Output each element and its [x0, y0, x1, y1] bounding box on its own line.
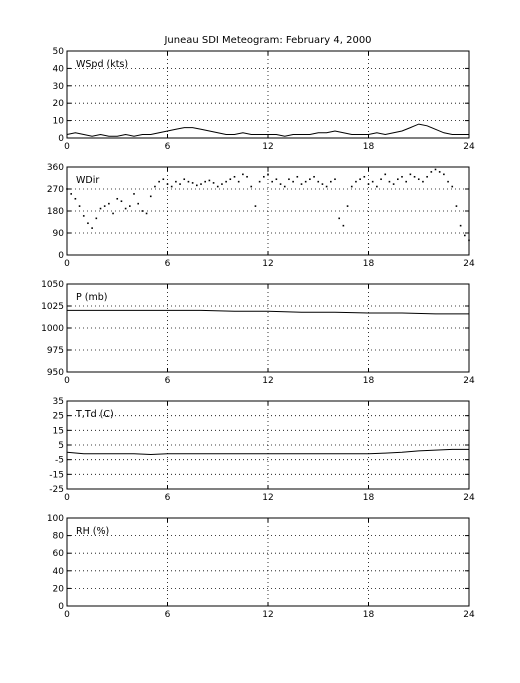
- data-point: [322, 183, 324, 185]
- y-tick-label: 40: [52, 64, 64, 75]
- data-point: [75, 198, 77, 200]
- x-tick-label: 24: [463, 376, 475, 386]
- y-tick-label: 10: [52, 116, 64, 127]
- y-tick-label: 100: [46, 514, 64, 524]
- y-tick-label: 1050: [41, 280, 64, 290]
- data-point: [410, 174, 412, 176]
- x-tick-label: 24: [463, 259, 475, 269]
- y-tick-label: 15: [52, 426, 64, 437]
- panel-label: T,Td (C): [76, 409, 114, 420]
- data-point: [192, 182, 194, 184]
- x-tick-label: 18: [362, 142, 375, 152]
- data-point: [397, 178, 399, 180]
- data-point: [389, 181, 391, 183]
- x-tick-label: 6: [164, 259, 171, 269]
- data-point: [121, 200, 123, 202]
- x-tick-label: 12: [262, 610, 274, 620]
- data-point: [70, 193, 72, 195]
- data-point: [221, 183, 223, 185]
- data-point: [242, 174, 244, 176]
- y-tick-label: 20: [52, 99, 64, 110]
- x-tick-label: 0: [64, 610, 70, 620]
- x-tick-label: 12: [262, 376, 274, 386]
- data-point: [405, 181, 407, 183]
- x-tick-label: 24: [463, 493, 475, 503]
- data-point: [246, 176, 248, 178]
- x-tick-label: 12: [262, 142, 274, 152]
- y-tick-label: -5: [55, 455, 64, 466]
- data-point: [414, 176, 416, 178]
- data-point: [468, 240, 470, 242]
- y-tick-label: -25: [49, 485, 64, 495]
- panel-label: RH (%): [76, 526, 110, 537]
- data-point: [456, 205, 458, 207]
- data-point: [439, 171, 441, 173]
- x-tick-label: 6: [164, 376, 171, 386]
- data-point: [171, 186, 173, 188]
- y-tick-label: 0: [58, 134, 64, 144]
- data-point: [96, 218, 98, 220]
- data-point: [154, 186, 156, 188]
- y-tick-label: 60: [52, 549, 64, 560]
- y-tick-label: -15: [49, 470, 64, 481]
- data-point: [163, 178, 165, 180]
- x-tick-label: 0: [64, 376, 70, 386]
- data-point: [401, 176, 403, 178]
- y-tick-label: 40: [52, 566, 64, 577]
- panel-3: [41, 280, 475, 386]
- y-tick-label: 0: [58, 602, 64, 612]
- x-tick-label: 0: [64, 142, 70, 152]
- data-point: [451, 186, 453, 188]
- data-point: [380, 178, 382, 180]
- y-tick-label: 270: [46, 185, 64, 195]
- series-line: [67, 449, 469, 454]
- data-point: [447, 181, 449, 183]
- data-point: [83, 215, 85, 217]
- data-point: [426, 176, 428, 178]
- x-tick-label: 12: [262, 259, 274, 269]
- data-point: [213, 182, 215, 184]
- data-point: [146, 213, 148, 215]
- y-tick-label: 35: [52, 397, 64, 407]
- data-point: [301, 183, 303, 185]
- data-point: [372, 181, 374, 183]
- data-point: [418, 178, 420, 180]
- data-point: [376, 186, 378, 188]
- panel-2: [47, 163, 475, 269]
- data-point: [250, 186, 252, 188]
- y-tick-label: 1000: [41, 324, 64, 334]
- panel-4: [49, 397, 475, 503]
- x-tick-label: 6: [164, 493, 171, 503]
- data-point: [87, 222, 89, 224]
- data-point: [313, 176, 315, 178]
- data-point: [393, 183, 395, 185]
- data-point: [284, 186, 286, 188]
- data-point: [158, 181, 160, 183]
- y-tick-label: 5: [58, 441, 64, 451]
- x-tick-label: 18: [362, 376, 375, 386]
- data-point: [364, 176, 366, 178]
- x-tick-label: 18: [362, 259, 375, 269]
- data-point: [91, 227, 93, 229]
- data-point: [355, 181, 357, 183]
- data-point: [343, 225, 345, 227]
- panel-1: [53, 47, 475, 152]
- data-point: [334, 178, 336, 180]
- data-point: [326, 186, 328, 188]
- data-point: [79, 205, 81, 207]
- data-point: [150, 196, 152, 198]
- x-tick-label: 12: [262, 493, 274, 503]
- data-point: [167, 183, 169, 185]
- data-point: [309, 178, 311, 180]
- data-point: [112, 213, 114, 215]
- data-point: [230, 178, 232, 180]
- data-point: [276, 178, 278, 180]
- x-tick-label: 24: [463, 142, 475, 152]
- y-tick-label: 975: [46, 346, 64, 356]
- data-point: [347, 205, 349, 207]
- data-point: [179, 183, 181, 185]
- data-point: [133, 193, 135, 195]
- data-point: [317, 181, 319, 183]
- panel-5: [47, 514, 475, 620]
- data-point: [384, 174, 386, 176]
- data-point: [129, 205, 131, 207]
- data-point: [125, 208, 127, 210]
- data-point: [183, 178, 185, 180]
- panel-label: WDir: [76, 175, 100, 186]
- x-tick-label: 6: [164, 142, 171, 152]
- data-point: [460, 225, 462, 227]
- y-tick-label: 90: [52, 229, 64, 239]
- panel-label: P (mb): [76, 292, 108, 303]
- y-tick-label: 30: [52, 81, 64, 92]
- data-point: [108, 203, 110, 205]
- data-point: [267, 174, 269, 176]
- data-point: [238, 181, 240, 183]
- data-point: [200, 183, 202, 185]
- x-tick-label: 18: [362, 493, 375, 503]
- y-tick-label: 360: [46, 163, 64, 173]
- series-line: [67, 124, 469, 136]
- x-tick-label: 0: [64, 259, 70, 269]
- data-point: [292, 181, 294, 183]
- data-point: [104, 205, 106, 207]
- x-tick-label: 18: [362, 610, 375, 620]
- data-point: [217, 186, 219, 188]
- data-point: [263, 176, 265, 178]
- x-tick-label: 24: [463, 610, 475, 620]
- data-point: [209, 180, 211, 182]
- y-tick-label: 50: [52, 47, 64, 57]
- data-point: [464, 235, 466, 237]
- x-tick-label: 6: [164, 610, 171, 620]
- y-tick-label: 80: [52, 531, 64, 542]
- y-tick-label: 180: [46, 207, 64, 217]
- data-point: [196, 185, 198, 187]
- data-point: [234, 176, 236, 178]
- data-point: [359, 178, 361, 180]
- y-tick-label: 20: [52, 584, 64, 595]
- data-point: [175, 181, 177, 183]
- data-point: [259, 181, 261, 183]
- data-point: [368, 183, 370, 185]
- data-point: [255, 205, 257, 207]
- data-point: [116, 198, 118, 200]
- data-point: [435, 169, 437, 171]
- data-point: [288, 178, 290, 180]
- data-point: [188, 181, 190, 183]
- data-point: [431, 171, 433, 173]
- data-point: [351, 186, 353, 188]
- data-point: [422, 181, 424, 183]
- data-point: [297, 176, 299, 178]
- data-point: [338, 218, 340, 220]
- x-tick-label: 0: [64, 493, 70, 503]
- data-point: [305, 181, 307, 183]
- data-point: [280, 183, 282, 185]
- y-tick-label: 950: [46, 368, 64, 378]
- data-point: [204, 181, 206, 183]
- data-point: [66, 188, 68, 190]
- panel-label: WSpd (kts): [76, 59, 129, 70]
- data-point: [137, 203, 139, 205]
- data-point: [100, 208, 102, 210]
- y-tick-label: 25: [52, 411, 64, 422]
- data-point: [443, 174, 445, 176]
- data-point: [330, 181, 332, 183]
- chart-title: Juneau SDI Meteogram: February 4, 2000: [164, 35, 372, 46]
- data-point: [225, 181, 227, 183]
- data-point: [142, 210, 144, 212]
- y-tick-label: 0: [58, 251, 64, 261]
- data-point: [271, 181, 273, 183]
- y-tick-label: 1025: [41, 302, 64, 312]
